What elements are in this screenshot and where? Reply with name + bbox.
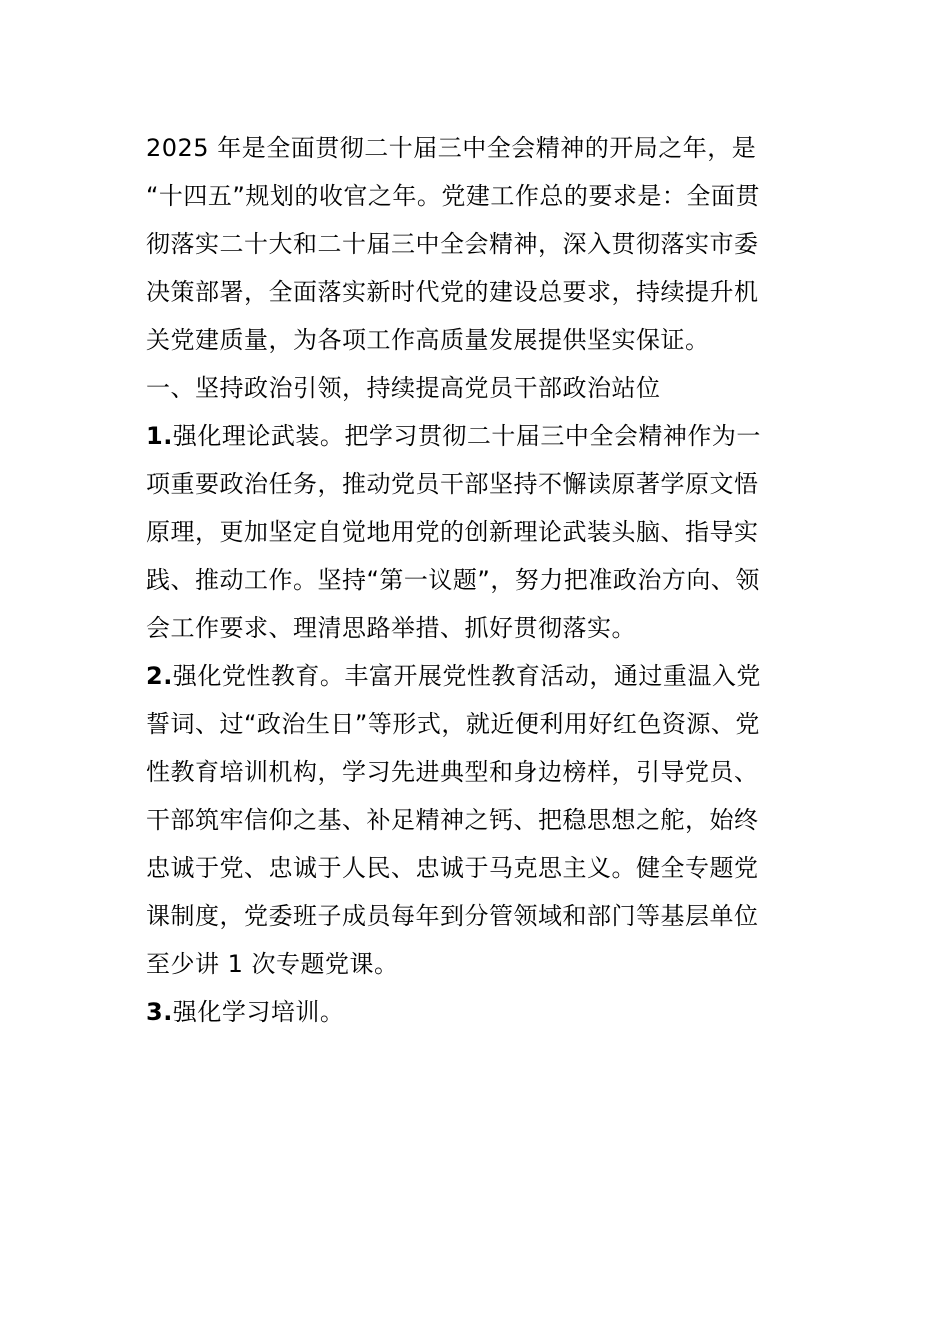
text-line: 性教育培训机构，学习先进典型和身边榜样，引导党员、: [146, 758, 759, 786]
item-number: 1.: [146, 422, 173, 450]
text-line: 原理，更加坚定自觉地用党的创新理论武装头脑、指导实: [146, 518, 759, 546]
text-line: “十四五”规划的收官之年。党建工作总的要求是：全面贯: [146, 182, 760, 210]
text-line: [146, 988, 806, 1036]
text-line: 课制度，党委班子成员每年到分管领域和部门等基层单位: [146, 902, 759, 930]
text-line: [146, 652, 806, 700]
text-line: 关党建质量，为各项工作高质量发展提供坚实保证。: [146, 326, 710, 354]
text-line: 会工作要求、理清思路举措、抓好贯彻落实。: [146, 614, 636, 642]
item-number: 3.: [146, 998, 173, 1026]
item-text: 强化学习培训。: [172, 998, 345, 1026]
text-line: 项重要政治任务，推动党员干部坚持不懈读原著学原文悟: [146, 470, 759, 498]
text-line: 2025 年是全面贯彻二十届三中全会精神的开局之年，是: [146, 134, 757, 162]
intro-paragraph: [146, 124, 806, 364]
text-line: 至少讲 1 次专题党课。: [146, 950, 399, 978]
list-item-2: [146, 652, 806, 988]
document-body: [146, 124, 806, 1036]
text-line: 彻落实二十大和二十届三中全会精神，深入贯彻落实市委: [146, 230, 759, 258]
section-heading: 一、坚持政治引领，持续提高党员干部政治站位: [146, 374, 661, 402]
list-item-3: [146, 988, 806, 1036]
text-line: 誓词、过“政治生日”等形式，就近便利用好红色资源、党: [146, 710, 760, 738]
list-item-1: [146, 412, 806, 652]
text-line: 决策部署，全面落实新时代党的建设总要求，持续提升机: [146, 278, 759, 306]
text-line: 践、推动工作。坚持“第一议题”，努力把准政治方向、领: [146, 566, 760, 594]
text-line: 忠诚于党、忠诚于人民、忠诚于马克思主义。健全专题党: [146, 854, 759, 882]
text-line: [146, 412, 806, 460]
item-number: 2.: [146, 662, 173, 690]
item-text: 强化党性教育。丰富开展党性教育活动，通过重温入党: [172, 662, 761, 690]
item-text: 强化理论武装。把学习贯彻二十届三中全会精神作为一: [172, 422, 761, 450]
text-line: 干部筑牢信仰之基、补足精神之钙、把稳思想之舵，始终: [146, 806, 759, 834]
